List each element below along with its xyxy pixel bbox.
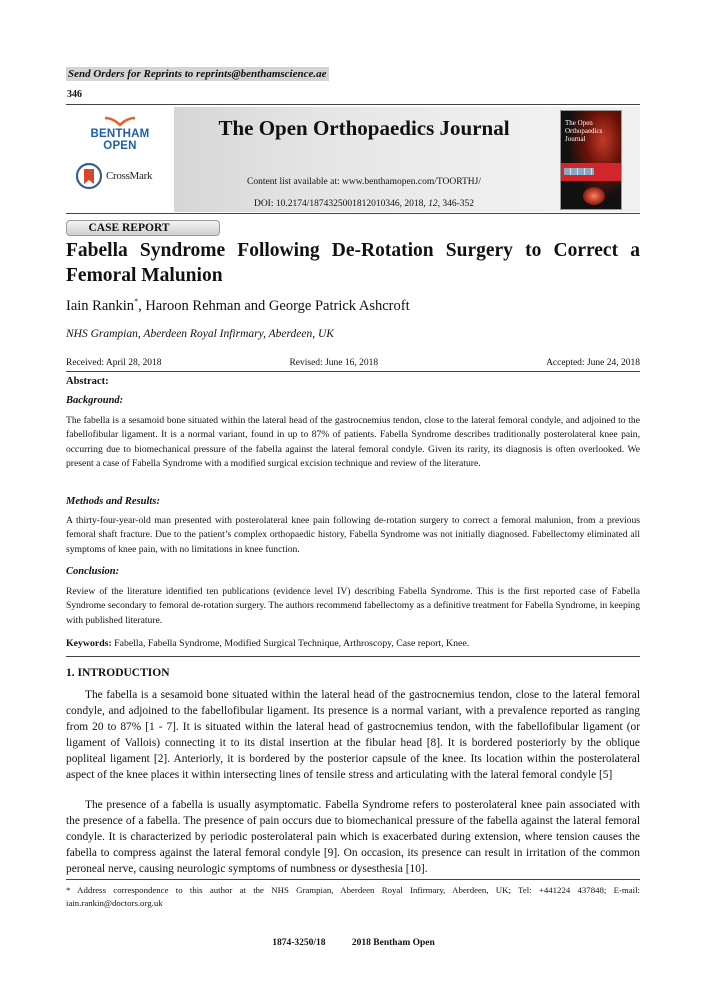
bentham-open-logo[interactable] xyxy=(74,115,166,152)
affiliation: NHS Grampian, Aberdeen Royal Infirmary, Aberdeen, UK xyxy=(66,328,334,340)
cover-thumbnails xyxy=(564,168,594,175)
crossmark-icon xyxy=(76,163,102,189)
cover-knee-glow xyxy=(583,187,605,205)
corresponding-marker[interactable]: * xyxy=(134,297,139,306)
journal-title-panel xyxy=(174,107,554,212)
keywords-label: Keywords: xyxy=(66,638,112,649)
volume-number: 12 xyxy=(428,199,438,209)
content-list-link[interactable]: Content list available at: www.benthamopen.com/TOORTHJ/ xyxy=(247,177,481,187)
revised-date: Revised: June 16, 2018 xyxy=(289,358,379,368)
crossmark-label: CrossMark xyxy=(106,170,153,182)
crossmark-badge[interactable] xyxy=(76,163,152,189)
cover-title: The Open Orthopaedics Journal xyxy=(565,119,603,143)
author-corresponding: Iain Rankin xyxy=(66,297,135,314)
page-range: , 346-352 xyxy=(437,199,475,209)
article-title: Fabella Syndrome Following De-Rotation Surgery to Correct a Femoral Malunion xyxy=(66,240,640,286)
article-dates xyxy=(66,358,640,372)
author-others: , Haroon Rehman and George Patrick Ashcroft xyxy=(138,297,410,314)
abstract-heading: Abstract: xyxy=(66,376,109,387)
bentham-open-text: BENTHAM OPEN xyxy=(90,128,150,152)
keywords-list: Fabella, Fabella Syndrome, Modified Surgical Technique, Arthroscopy, Case report, Knee. xyxy=(111,638,470,649)
correspondence-footnote: * Address correspondence to this author at the NHS Grampian, Aberdeen Royal Infirmary, Aberdeen, UK; Tel: +441224 437848; E-mail: iain.rankin@doctors.org.uk xyxy=(66,879,640,909)
background-text: The fabella is a sesamoid bone situated within the lateral head of the gastrocnemius tendon, close to the lateral femoral condyle, and adjoined to the fabellofibular ligament. It is a normal variant, found in up to 87% of patients. Fabella Syndrome describes traditionally posterolateral knee pain, occurring due to biomechanical pressure of the fabella against the lateral femoral condyle. Given its rarity, its diagnosis is often overlooked. We present a case of Fabella Syndrome with a modified surgical excision technique and review of the literature. xyxy=(66,415,640,469)
conclusion-text: Review of the literature identified ten publications (evidence level IV) describing Fabella Syndrome. This is the first reported case of Fabella Syndrome secondary to femoral de-rotation surgery. The authors recommend fabellectomy as a definitive treatment for Fabella Syndrome, in keeping with published literature. xyxy=(66,586,640,626)
methods-text: A thirty-four-year-old man presented with posterolateral knee pain following de-rotation surgery to correct a femoral malunion, from a previous femoral shaft fracture. Due to the patient’s complex orthopaedic history, Fabella Syndrome was not initially diagnosed. Fabellectomy eliminated all symptoms of knee pain, with no limitations in knee function. xyxy=(66,515,640,555)
issn: 1874-3250/18 xyxy=(272,938,326,948)
body-paragraph: The presence of a fabella is usually asymptomatic. Fabella Syndrome refers to posterolateral knee pain associated with the presence of a fabella. The presence of pain occurs due to biomechanical pressure of the fabella against the lateral femoral condyle. It is characterized by periodic posterolateral pain which is exacerbated during extension, where tension causes the fabella to compress against the lateral femoral condyle [9]. On occasion, its presence can result in irritation of the common peroneal nerve, causing neurologic symptoms of numbness or dysesthesia [10]. xyxy=(66,799,640,876)
journal-cover-image xyxy=(560,110,622,210)
bentham-arc-icon xyxy=(103,115,137,127)
logo-column xyxy=(66,105,174,213)
page-footer xyxy=(0,938,707,948)
reprints-notice: Send Orders for Reprints to reprints@benthamscience.ae xyxy=(68,68,327,80)
methods-heading: Methods and Results: xyxy=(66,496,160,507)
doi-text: DOI: 10.2174/1874325001812010346, 2018, xyxy=(253,199,429,209)
author-list xyxy=(66,297,410,315)
received-date: Received: April 28, 2018 xyxy=(66,358,162,368)
background-heading: Background: xyxy=(66,395,124,406)
introduction-heading: 1. INTRODUCTION xyxy=(66,667,170,679)
accepted-date: Accepted: June 24, 2018 xyxy=(546,358,640,368)
doi-line[interactable] xyxy=(174,199,554,209)
cover-panel xyxy=(554,107,640,212)
article-type-badge: CASE REPORT xyxy=(66,220,220,236)
page-number: 346 xyxy=(67,89,82,100)
journal-title: The Open Orthopaedics Journal xyxy=(218,116,510,140)
journal-masthead xyxy=(66,104,640,214)
copyright: 2018 Bentham Open xyxy=(351,938,435,948)
keywords xyxy=(66,638,640,657)
conclusion-heading: Conclusion: xyxy=(66,566,120,577)
body-paragraph: The fabella is a sesamoid bone situated within the lateral head of the gastrocnemius tendon, close to the lateral femoral condyle, and adjoined to the fabellofibular ligament. Its presence is a normal variant, with a prevalence reported as ranging from 20 to 87% [1 - 7]. It is situated within the lateral head of gastrocnemius tendon, with the fabellofibular ligament (or ligament of Vallois) connecting it to its distal insertion at the fibular head [8]. It is bordered posteriorly by the oblique popliteal ligament [2]. Anteriorly, it is bordered by the posterior capsule of the knee. Its location within the posterolateral aspect of the knee places it within intersecting lines of tensile stress and articulating with the lateral femoral condyle [5] xyxy=(66,689,640,782)
